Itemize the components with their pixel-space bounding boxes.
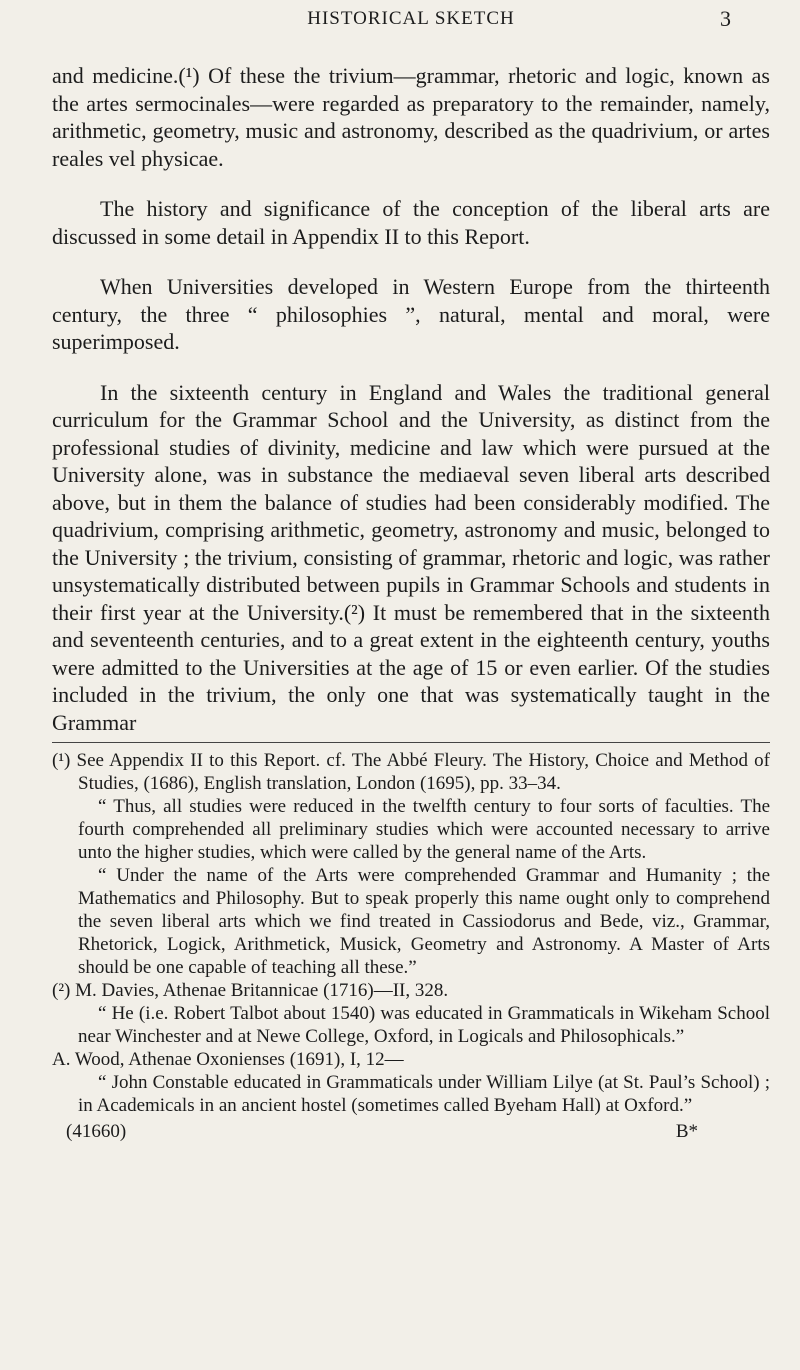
body-paragraph-3: When Universities developed in Western Europe from the thirteenth century, the three “ philosophies ”, natural, mental and moral, were superimposed.	[52, 274, 770, 354]
footnote-1-quote-1: “ Thus, all studies were reduced in the twelfth century to four sorts of faculties. The fourth comprehended all preliminary studies which were accounted necessary to arrive unto the higher studies, which were called by the general name of the Arts.	[78, 796, 770, 863]
footnote-2: (²) M. Davies, Athenae Britannicae (1716)—II, 328.	[52, 980, 449, 1001]
signature-mark: B*	[675, 1121, 698, 1142]
running-header	[52, 0, 770, 62]
page-number: 3	[720, 6, 732, 31]
page-footer	[52, 1121, 770, 1147]
footnote-2-quote-1: “ He (i.e. Robert Talbot about 1540) was educated in Grammaticals in Wikeham School near Winchester and at Newe College, Oxford, in Logicals and Philosophicals.”	[78, 1003, 770, 1047]
print-code: (41660)	[66, 1121, 127, 1142]
footnote-1-quote-2: “ Under the name of the Arts were comprehended Grammar and Humanity ; the Mathematics and Philosophy. But to speak properly this name ought only to comprehend the seven liberal arts which we find treated in Cassiodorus and Bede, viz., Grammar, Rhetorick, Logick, Arithmetick, Musick, Geometry and Astronomy. A Master of Arts should be one capable of teaching all these.”	[78, 865, 770, 978]
body-paragraph-1: and medicine.(¹) Of these the trivium—grammar, rhetoric and logic, known as the artes sermocinales—were regarded as preparatory to the remainder, namely, arithmetic, geometry, music and astronomy, described as the quadrivium, or artes reales vel physicae.	[52, 63, 770, 171]
running-title: HISTORICAL SKETCH	[307, 8, 515, 29]
body-paragraph-2: The history and significance of the conception of the liberal arts are discussed in some detail in Appendix II to this Report.	[52, 196, 770, 249]
footnotes	[52, 749, 770, 1117]
footnote-divider	[52, 742, 770, 743]
footnote-1: (¹) See Appendix II to this Report. cf. The Abbé Fleury. The History, Choice and Method of Studies, (1686), English translation, London (1695), pp. 33–34.	[52, 750, 770, 794]
footnote-2-quote-2: “ John Constable educated in Grammaticals under William Lilye (at St. Paul’s School) ; in Academicals in an ancient hostel (sometimes called Byeham Hall) at Oxford.”	[78, 1072, 770, 1116]
footnote-2-source: A. Wood, Athenae Oxonienses (1691), I, 12—	[52, 1049, 404, 1070]
body-paragraph-4: In the sixteenth century in England and Wales the traditional general curriculum for the Grammar School and the University, as distinct from the professional studies of divinity, medicine and law which were pursued at the University alone, was in substance the mediaeval seven liberal arts described above, but in them the balance of studies had been considerably modified. The quadrivium, comprising arithmetic, geometry, astronomy and music, belonged to the University ; the trivium, consisting of grammar, rhetoric and logic, was rather unsystematically distributed between pupils in Grammar Schools and students in their first year at the University.(²) It must be remembered that in the sixteenth and seventeenth centuries, and to a great extent in the eighteenth century, youths were admitted to the Universities at the age of 15 or even earlier. Of the studies included in the trivium, the only one that was systematically taught in the Grammar	[52, 379, 770, 735]
